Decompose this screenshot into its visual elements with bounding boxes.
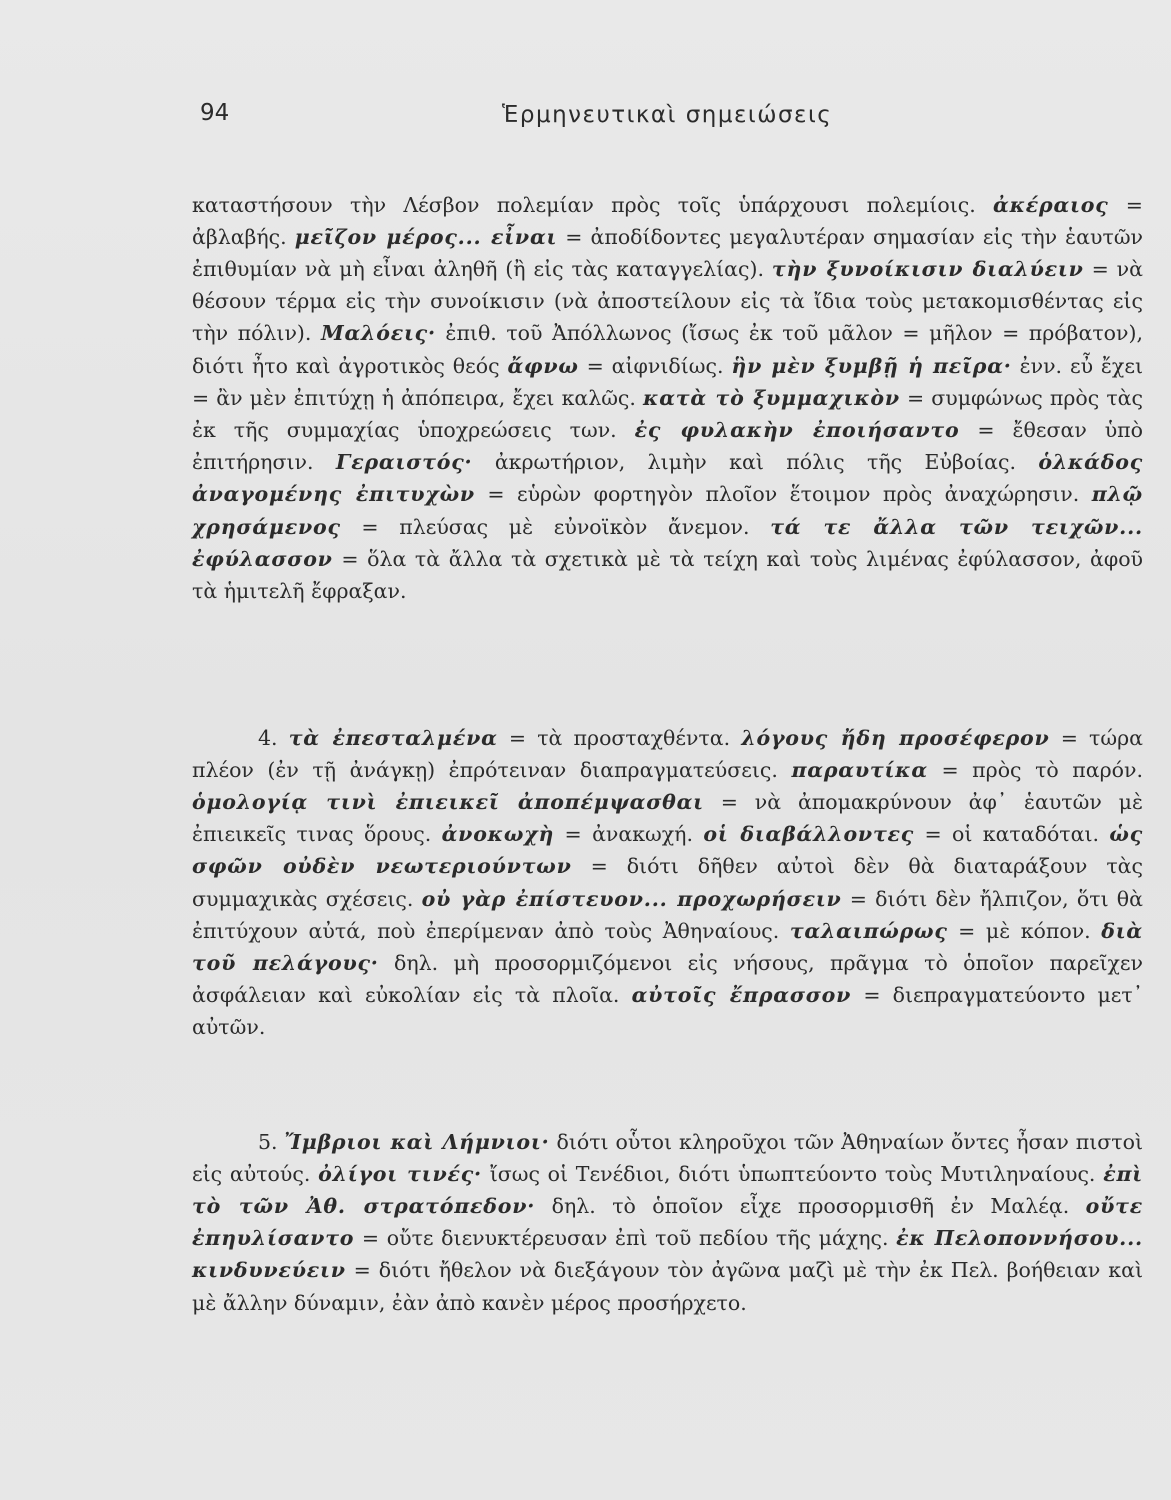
lemma-term: τὴν ξυνοίκισιν διαλύειν (771, 256, 1084, 281)
lemma-term: ἀκέραιος (993, 192, 1109, 217)
lemma-term: ἣν μὲν ξυμβῇ ἡ πεῖρα· (731, 353, 1012, 378)
lemma-term: ὁμολογίᾳ τινὶ ἐπιεικεῖ ἀποπέμψασθαι (192, 789, 704, 814)
lemma-term: Ἴμβριοι καὶ Λήμνιοι· (284, 1129, 550, 1154)
commentary-text: = οἱ καταδόται. (914, 822, 1110, 847)
lemma-term: ὁλκάδος ἀναγομένης ἐπιτυχὼν (192, 450, 1143, 507)
commentary-text: διότι οὗτοι κληροῦχοι τῶν Ἀθηναίων ὄντες ἦσαν πιστοὶ εἰς αὐτούς. (192, 1129, 1144, 1186)
commentary-text: ἀκρωτήριον, λιμὴν καὶ πόλις τῆς Εὐβοίας. (472, 450, 1039, 475)
commentary-text: δηλ. μὴ προσορμιζόμενοι εἰς νήσους, πρᾶγμα τὸ ὁποῖον παρεῖχεν ἀσφάλειαν καὶ εὐκολίαν εἰς τὰ πλοῖα. (192, 950, 1143, 1008)
commentary-text: καταστήσουν τὴν Λέσβον πολεμίαν πρὸς τοῖς ὑπάρχουσι πολεμίοις. (192, 192, 994, 217)
lemma-term: οὐ γὰρ ἐπίστευον... προχωρήσειν (421, 886, 842, 911)
commentary-text: 5. (258, 1129, 285, 1154)
commentary-text: = ἀποδίδοντες μεγαλυτέραν σημασίαν εἰς τὴν ἑαυτῶν ἐπιθυμίαν νὰ μὴ εἶναι ἀληθῆ (ἢ εἰς τὰς καταγγελίας). (192, 224, 1144, 281)
lemma-term: ὡς σφῶν οὐδὲν νεωτεριούντων (192, 822, 1144, 879)
lemma-term: ὀλίγοι τινές· (318, 1161, 482, 1186)
commentary-text: = ἔθεσαν ὑπὸ ἐπιτήρησιν. (192, 417, 1143, 475)
lemma-term: ἐς φυλακὴν ἐποιήσαντο (634, 417, 960, 442)
lemma-term: λόγους ἤδη προσέφερον (741, 725, 1050, 750)
lemma-term: τά τε ἄλλα τῶν τειχῶν... ἐφύλασσον (192, 514, 1143, 571)
commentary-text: = αἰφνιδίως. (578, 353, 732, 378)
commentary-text: δηλ. τὸ ὁποῖον εἶχε προσορμισθῆ ἐν Μαλέᾳ. (535, 1193, 1086, 1218)
paragraph-2 (192, 722, 1143, 1044)
commentary-text: = διότι δῆθεν αὐτοὶ δὲν θὰ διαταράξουν τὰς συμμαχικὰς σχέσεις. (192, 854, 1143, 911)
commentary-text: = ἀνακωχή. (554, 822, 704, 847)
commentary-text: = πλεύσας μὲ εὐνοϊκὸν ἄνεμον. (340, 514, 771, 539)
page-header (200, 100, 1080, 140)
lemma-term: αὐτοῖς ἔπρασσον (631, 983, 852, 1008)
lemma-term: ἐκ Πελοποννήσου... κινδυνεύειν (192, 1226, 1143, 1283)
lemma-term: Μαλόεις· (320, 321, 436, 346)
commentary-text: = συμφώνως πρὸς τὰς ἐκ τῆς συμμαχίας ὑποχρεώσεις των. (192, 385, 1143, 442)
commentary-text: = τώρα πλέον (ἐν τῇ ἀνάγκῃ) ἐπρότειναν διαπραγματεύσεις. (192, 725, 1143, 782)
commentary-text: = ὅλα τὰ ἄλλα τὰ σχετικὰ μὲ τὰ τείχη καὶ τοὺς λιμένας ἐφύλασσον, ἀφοῦ τὰ ἡμιτελῆ ἔφραξαν. (192, 546, 1143, 603)
commentary-text: = νὰ θέσουν τέρμα εἰς τὴν συνοίκισιν (νὰ ἀποστείλουν εἰς τὰ ἴδια τοὺς μετακομισθέντας εἰς τὴν πόλιν). (192, 256, 1143, 346)
lemma-term: τὰ ἐπεσταλμένα (288, 725, 498, 750)
lemma-term: διὰ τοῦ πελάγους· (192, 918, 1144, 975)
lemma-term: μεῖζον μέρος... εἶναι (294, 224, 558, 249)
commentary-text: = νὰ ἀπομακρύνουν ἀφ᾿ ἑαυτῶν μὲ ἐπιεικεῖς τινας ὅρους. (192, 789, 1143, 847)
commentary-text: = διότι δὲν ἤλπιζον, ὅτι θὰ ἐπιτύχουν αὐτά, ποὺ ἐπερίμεναν ἀπὸ τοὺς Ἀθηναίους. (192, 886, 1143, 943)
lemma-term: πλῷ χρησάμενος (192, 482, 1143, 539)
paragraph-1 (192, 189, 1143, 608)
page-number: 94 (200, 100, 230, 126)
commentary-text: ἴσως οἱ Τενέδιοι, διότι ὑπωπτεύοντο τοὺς Μυτιληναίους. (481, 1161, 1104, 1186)
commentary-text: = ἀβλαβής. (192, 192, 1143, 249)
commentary-text: = διεπραγματεύοντο μετ᾿ αὐτῶν. (192, 983, 1143, 1040)
lemma-term: παραυτίκα (791, 757, 928, 782)
commentary-text: ἐνν. εὖ ἔχει = ἂν μὲν ἐπιτύχῃ ἡ ἀπόπειρα, ἔχει καλῶς. (192, 353, 1143, 410)
paragraph-3 (192, 1126, 1143, 1319)
commentary-text: = μὲ κόπον. (947, 918, 1102, 943)
commentary-text: = οὔτε διενυκτέρευσαν ἐπὶ τοῦ πεδίου τῆς μάχης. (354, 1226, 897, 1251)
commentary-text: 4. (258, 725, 289, 750)
lemma-term: Γεραιστός· (335, 450, 473, 475)
lemma-term: οὔτε ἐπηυλίσαντο (192, 1193, 1143, 1251)
lemma-term: ταλαιπώρως (789, 918, 948, 943)
lemma-term: οἱ διαβάλλοντες (703, 822, 915, 847)
lemma-term: ἄφνω (507, 353, 579, 378)
commentary-text: = τὰ προσταχθέντα. (497, 725, 742, 750)
commentary-text: = πρὸς τὸ παρόν. (927, 757, 1143, 782)
commentary-text: = εὑρὼν φορτηγὸν πλοῖον ἕτοιμον πρὸς ἀναχώρησιν. (474, 482, 1092, 507)
running-head: Ἑρμηνευτικαὶ σημειώσεις (502, 102, 833, 128)
lemma-term: ἀνοκωχὴ (441, 822, 555, 847)
lemma-term: κατὰ τὸ ξυμμαχικὸν (643, 385, 900, 410)
commentary-text: = διότι ἤθελον νὰ διεξάγουν τὸν ἀγῶνα μαζὶ μὲ τὴν ἐκ Πελ. βοήθειαν καὶ μὲ ἄλλην δύναμιν, ἐὰν ἀπὸ κανὲν μέρος προσήρχετο. (192, 1258, 1143, 1315)
lemma-term: ἐπὶ τὸ τῶν Ἀθ. στρατόπεδον· (192, 1161, 1143, 1218)
commentary-text: ἐπιθ. τοῦ Ἀπόλλωνος (ἴσως ἐκ τοῦ μᾶλον = μῆλον = πρόβατον), διότι ἦτο καὶ ἀγροτικὸς θεός (192, 321, 1143, 378)
